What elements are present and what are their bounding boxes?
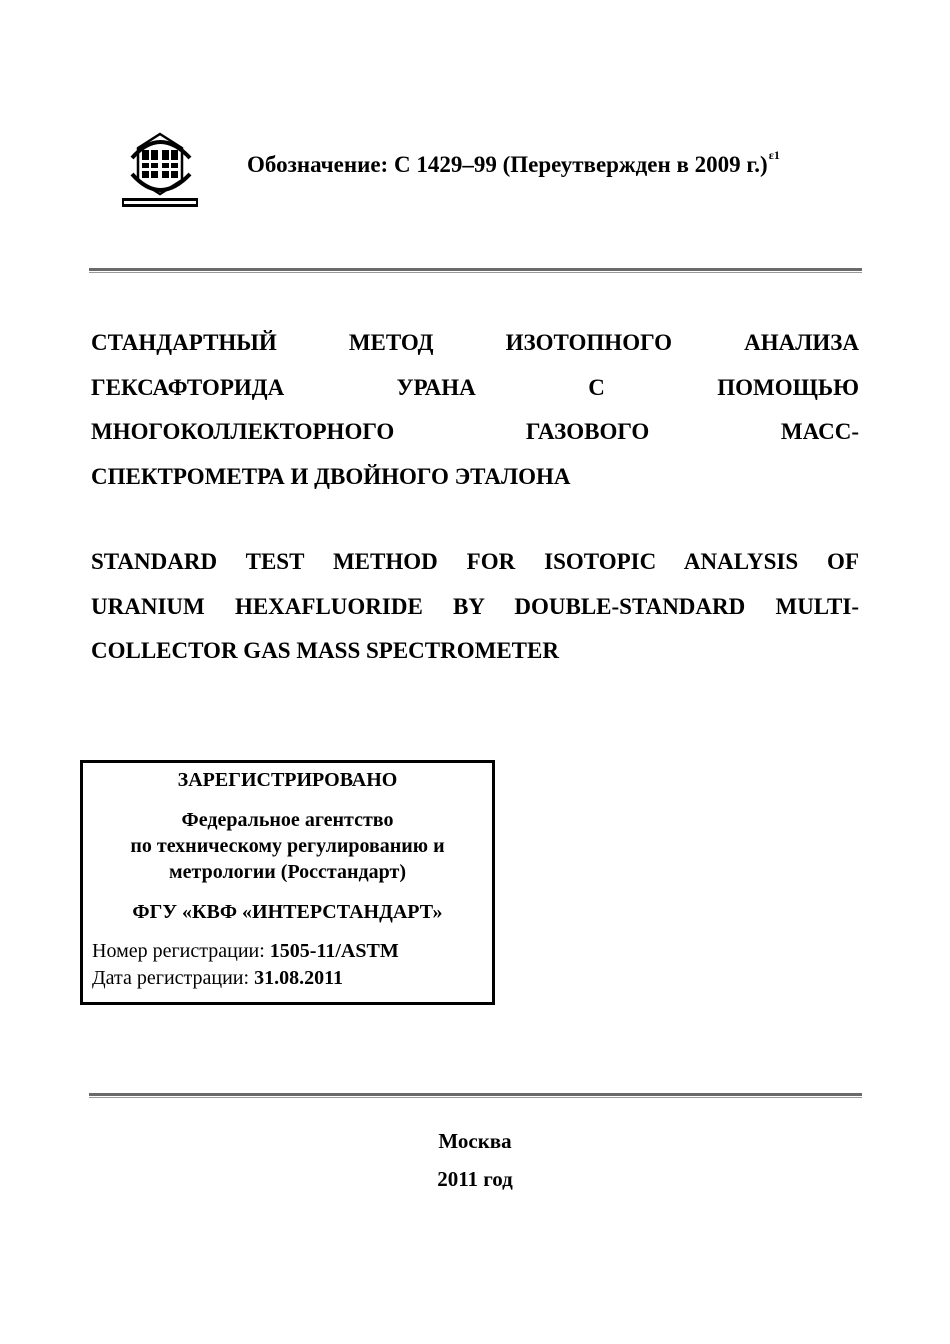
agency-line: метрологии (Росстандарт) <box>169 861 406 883</box>
registration-agency <box>83 807 492 885</box>
registration-heading: ЗАРЕГИСТРИРОВАНО <box>177 769 398 791</box>
bottom-divider <box>89 1093 862 1099</box>
publication-city: Москва <box>438 1129 512 1153</box>
agency-line: по техническому регулированию и <box>130 835 445 857</box>
astm-logo-icon <box>118 128 202 208</box>
top-divider <box>89 268 862 274</box>
designation-text: Обозначение: C 1429–99 (Переутвержден в 2009 г.) <box>247 152 768 177</box>
standard-designation <box>247 148 780 178</box>
english-title-line: COLLECTOR GAS MASS SPECTROMETER <box>91 638 559 664</box>
english-title <box>91 540 859 674</box>
registration-number-row <box>92 938 399 964</box>
registration-stamp <box>80 760 495 1005</box>
astm-logo <box>118 128 202 208</box>
designation-superscript: ε1 <box>768 148 780 163</box>
registration-date-row <box>92 965 343 991</box>
publication-year: 2011 год <box>437 1167 513 1191</box>
registration-number-value: 1505-11/ASTM <box>269 940 399 962</box>
russian-title-line: МНОГОКОЛЛЕКТОРНОГО ГАЗОВОГО МАСС- <box>91 419 859 445</box>
english-title-line: STANDARD TEST METHOD FOR ISOTOPIC ANALYSIS OF <box>91 549 859 574</box>
registration-number-label: Номер регистрации: <box>92 940 265 962</box>
registration-organization: ФГУ «КВФ «ИНТЕРСТАНДАРТ» <box>132 901 443 923</box>
registration-date-value: 31.08.2011 <box>254 967 343 989</box>
agency-line: Федеральное агентство <box>181 809 394 831</box>
registration-date-label: Дата регистрации: <box>92 967 250 989</box>
english-title-line: URANIUM HEXAFLUORIDE BY DOUBLE-STANDARD MULTI- <box>91 593 859 619</box>
russian-title-line: ГЕКСАФТОРИДА УРАНА С ПОМОЩЬЮ <box>91 374 859 400</box>
russian-title <box>91 321 859 499</box>
russian-title-line: СТАНДАРТНЫЙ МЕТОД ИЗОТОПНОГО АНАЛИЗА <box>91 330 859 355</box>
russian-title-line: СПЕКТРОМЕТРА И ДВОЙНОГО ЭТАЛОНА <box>91 463 571 489</box>
